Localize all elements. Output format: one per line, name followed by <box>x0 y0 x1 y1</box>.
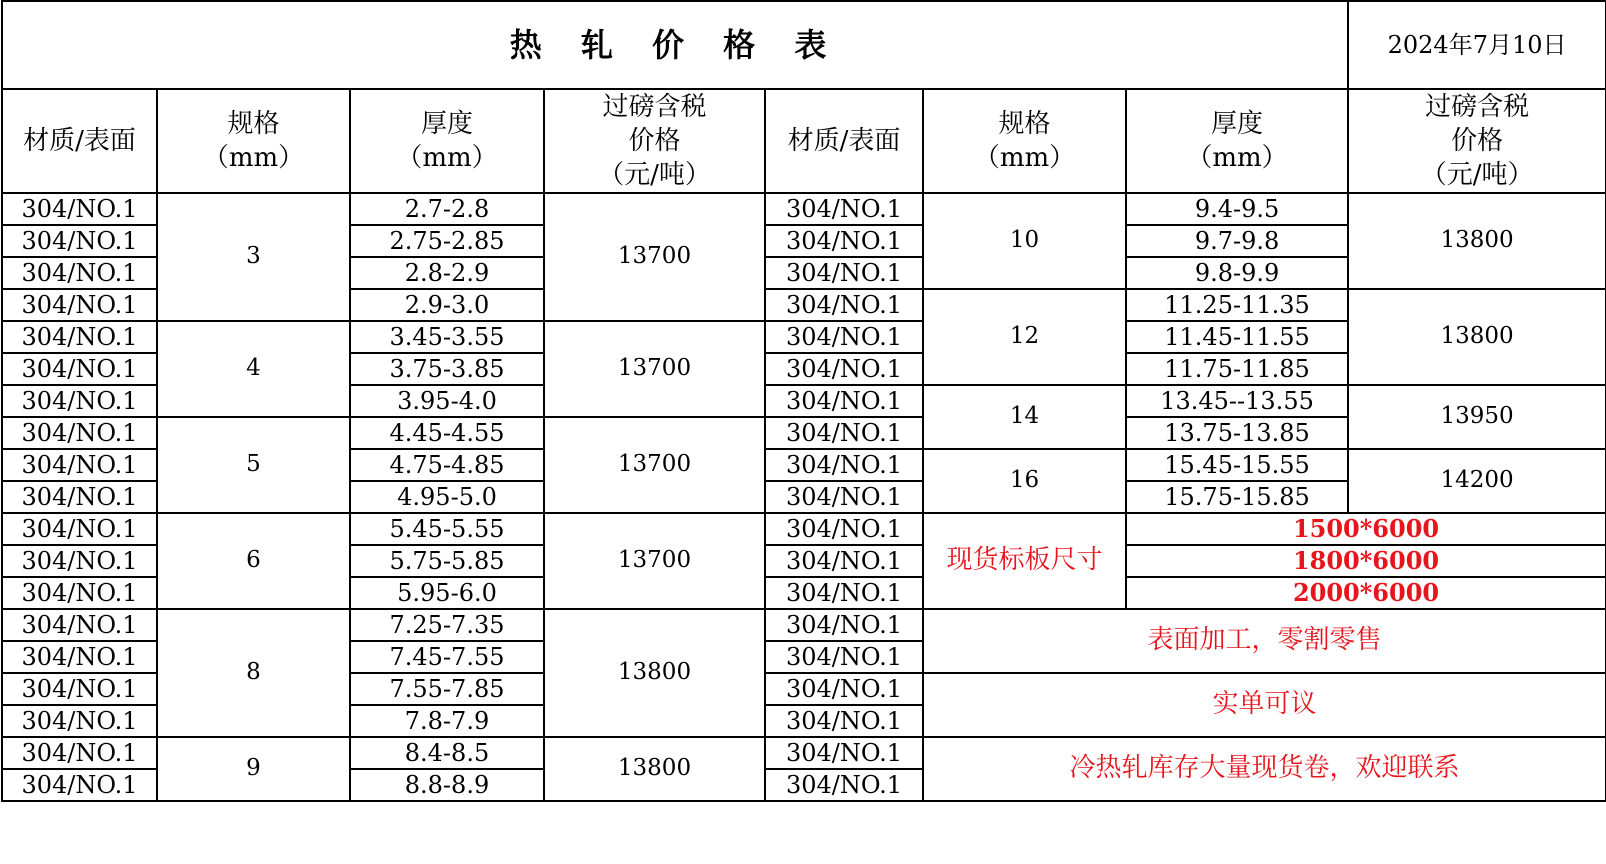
material-cell: 304/NO.1 <box>765 353 923 385</box>
material-cell: 304/NO.1 <box>765 513 923 545</box>
header-price-left: 过磅含税 价格 （元/吨） <box>544 89 765 193</box>
material-cell: 304/NO.1 <box>2 609 157 641</box>
material-cell: 304/NO.1 <box>2 705 157 737</box>
thickness-cell: 7.55-7.85 <box>350 673 544 705</box>
spec-cell: 16 <box>923 449 1126 513</box>
thickness-cell: 15.45-15.55 <box>1126 449 1348 481</box>
material-cell: 304/NO.1 <box>765 225 923 257</box>
thickness-cell: 3.75-3.85 <box>350 353 544 385</box>
thickness-cell: 13.45--13.55 <box>1126 385 1348 417</box>
material-cell: 304/NO.1 <box>765 321 923 353</box>
material-cell: 304/NO.1 <box>2 289 157 321</box>
material-cell: 304/NO.1 <box>765 385 923 417</box>
thickness-cell: 8.8-8.9 <box>350 769 544 801</box>
thickness-cell: 2.7-2.8 <box>350 193 544 225</box>
header-spec-right: 规格 （mm） <box>923 89 1126 193</box>
material-cell: 304/NO.1 <box>2 513 157 545</box>
material-cell: 304/NO.1 <box>2 737 157 769</box>
material-cell: 304/NO.1 <box>765 449 923 481</box>
material-cell: 304/NO.1 <box>765 289 923 321</box>
thickness-cell: 4.95-5.0 <box>350 481 544 513</box>
material-cell: 304/NO.1 <box>765 193 923 225</box>
thickness-cell: 7.45-7.55 <box>350 641 544 673</box>
price-cell: 13800 <box>544 737 765 801</box>
spec-cell: 9 <box>157 737 350 801</box>
material-cell: 304/NO.1 <box>2 353 157 385</box>
note-negotiable: 实单可议 <box>923 673 1606 737</box>
material-cell: 304/NO.1 <box>765 577 923 609</box>
spec-cell: 5 <box>157 417 350 513</box>
thickness-cell: 9.7-9.8 <box>1126 225 1348 257</box>
header-price-right: 过磅含税 价格 （元/吨） <box>1348 89 1606 193</box>
thickness-cell: 4.75-4.85 <box>350 449 544 481</box>
thickness-cell: 3.95-4.0 <box>350 385 544 417</box>
price-cell: 13700 <box>544 321 765 417</box>
price-cell: 14200 <box>1348 449 1606 513</box>
material-cell: 304/NO.1 <box>2 641 157 673</box>
thickness-cell: 5.75-5.85 <box>350 545 544 577</box>
material-cell: 304/NO.1 <box>2 577 157 609</box>
thickness-cell: 9.4-9.5 <box>1126 193 1348 225</box>
stock-size-value: 1500*6000 <box>1126 513 1606 545</box>
material-cell: 304/NO.1 <box>2 673 157 705</box>
material-cell: 304/NO.1 <box>2 385 157 417</box>
material-cell: 304/NO.1 <box>765 609 923 641</box>
material-cell: 304/NO.1 <box>2 481 157 513</box>
thickness-cell: 2.9-3.0 <box>350 289 544 321</box>
thickness-cell: 2.75-2.85 <box>350 225 544 257</box>
price-cell: 13700 <box>544 513 765 609</box>
thickness-cell: 5.95-6.0 <box>350 577 544 609</box>
price-cell: 13700 <box>544 417 765 513</box>
material-cell: 304/NO.1 <box>2 417 157 449</box>
material-cell: 304/NO.1 <box>765 481 923 513</box>
thickness-cell: 13.75-13.85 <box>1126 417 1348 449</box>
stock-size-value: 2000*6000 <box>1126 577 1606 609</box>
material-cell: 304/NO.1 <box>765 417 923 449</box>
material-cell: 304/NO.1 <box>765 641 923 673</box>
thickness-cell: 3.45-3.55 <box>350 321 544 353</box>
price-cell: 13700 <box>544 193 765 321</box>
spec-cell: 14 <box>923 385 1126 449</box>
header-material-left: 材质/表面 <box>2 89 157 193</box>
page-title: 热 轧 价 格 表 <box>2 1 1348 89</box>
material-cell: 304/NO.1 <box>2 449 157 481</box>
stock-size-value: 1800*6000 <box>1126 545 1606 577</box>
thickness-cell: 8.4-8.5 <box>350 737 544 769</box>
spec-cell: 12 <box>923 289 1126 385</box>
header-thickness-right: 厚度 （mm） <box>1126 89 1348 193</box>
thickness-cell: 4.45-4.55 <box>350 417 544 449</box>
price-cell: 13800 <box>1348 289 1606 385</box>
price-cell: 13950 <box>1348 385 1606 449</box>
stock-size-label: 现货标板尺寸 <box>923 513 1126 609</box>
spec-cell: 3 <box>157 193 350 321</box>
spec-cell: 10 <box>923 193 1126 289</box>
material-cell: 304/NO.1 <box>765 737 923 769</box>
thickness-cell: 2.8-2.9 <box>350 257 544 289</box>
material-cell: 304/NO.1 <box>765 705 923 737</box>
thickness-cell: 9.8-9.9 <box>1126 257 1348 289</box>
material-cell: 304/NO.1 <box>2 257 157 289</box>
header-thickness-left: 厚度 （mm） <box>350 89 544 193</box>
price-cell: 13800 <box>1348 193 1606 289</box>
material-cell: 304/NO.1 <box>2 769 157 801</box>
thickness-cell: 11.75-11.85 <box>1126 353 1348 385</box>
thickness-cell: 11.25-11.35 <box>1126 289 1348 321</box>
header-material-right: 材质/表面 <box>765 89 923 193</box>
spec-cell: 8 <box>157 609 350 737</box>
note-processing: 表面加工，零割零售 <box>923 609 1606 673</box>
material-cell: 304/NO.1 <box>765 257 923 289</box>
material-cell: 304/NO.1 <box>765 545 923 577</box>
material-cell: 304/NO.1 <box>765 769 923 801</box>
price-cell: 13800 <box>544 609 765 737</box>
date-label: 2024年7月10日 <box>1348 1 1606 89</box>
material-cell: 304/NO.1 <box>2 193 157 225</box>
material-cell: 304/NO.1 <box>2 225 157 257</box>
material-cell: 304/NO.1 <box>765 673 923 705</box>
header-spec-left: 规格 （mm） <box>157 89 350 193</box>
price-table <box>1 0 1606 802</box>
thickness-cell: 5.45-5.55 <box>350 513 544 545</box>
material-cell: 304/NO.1 <box>2 321 157 353</box>
thickness-cell: 15.75-15.85 <box>1126 481 1348 513</box>
note-contact: 冷热轧库存大量现货卷，欢迎联系 <box>923 737 1606 801</box>
thickness-cell: 7.25-7.35 <box>350 609 544 641</box>
spec-cell: 6 <box>157 513 350 609</box>
spec-cell: 4 <box>157 321 350 417</box>
thickness-cell: 7.8-7.9 <box>350 705 544 737</box>
thickness-cell: 11.45-11.55 <box>1126 321 1348 353</box>
material-cell: 304/NO.1 <box>2 545 157 577</box>
